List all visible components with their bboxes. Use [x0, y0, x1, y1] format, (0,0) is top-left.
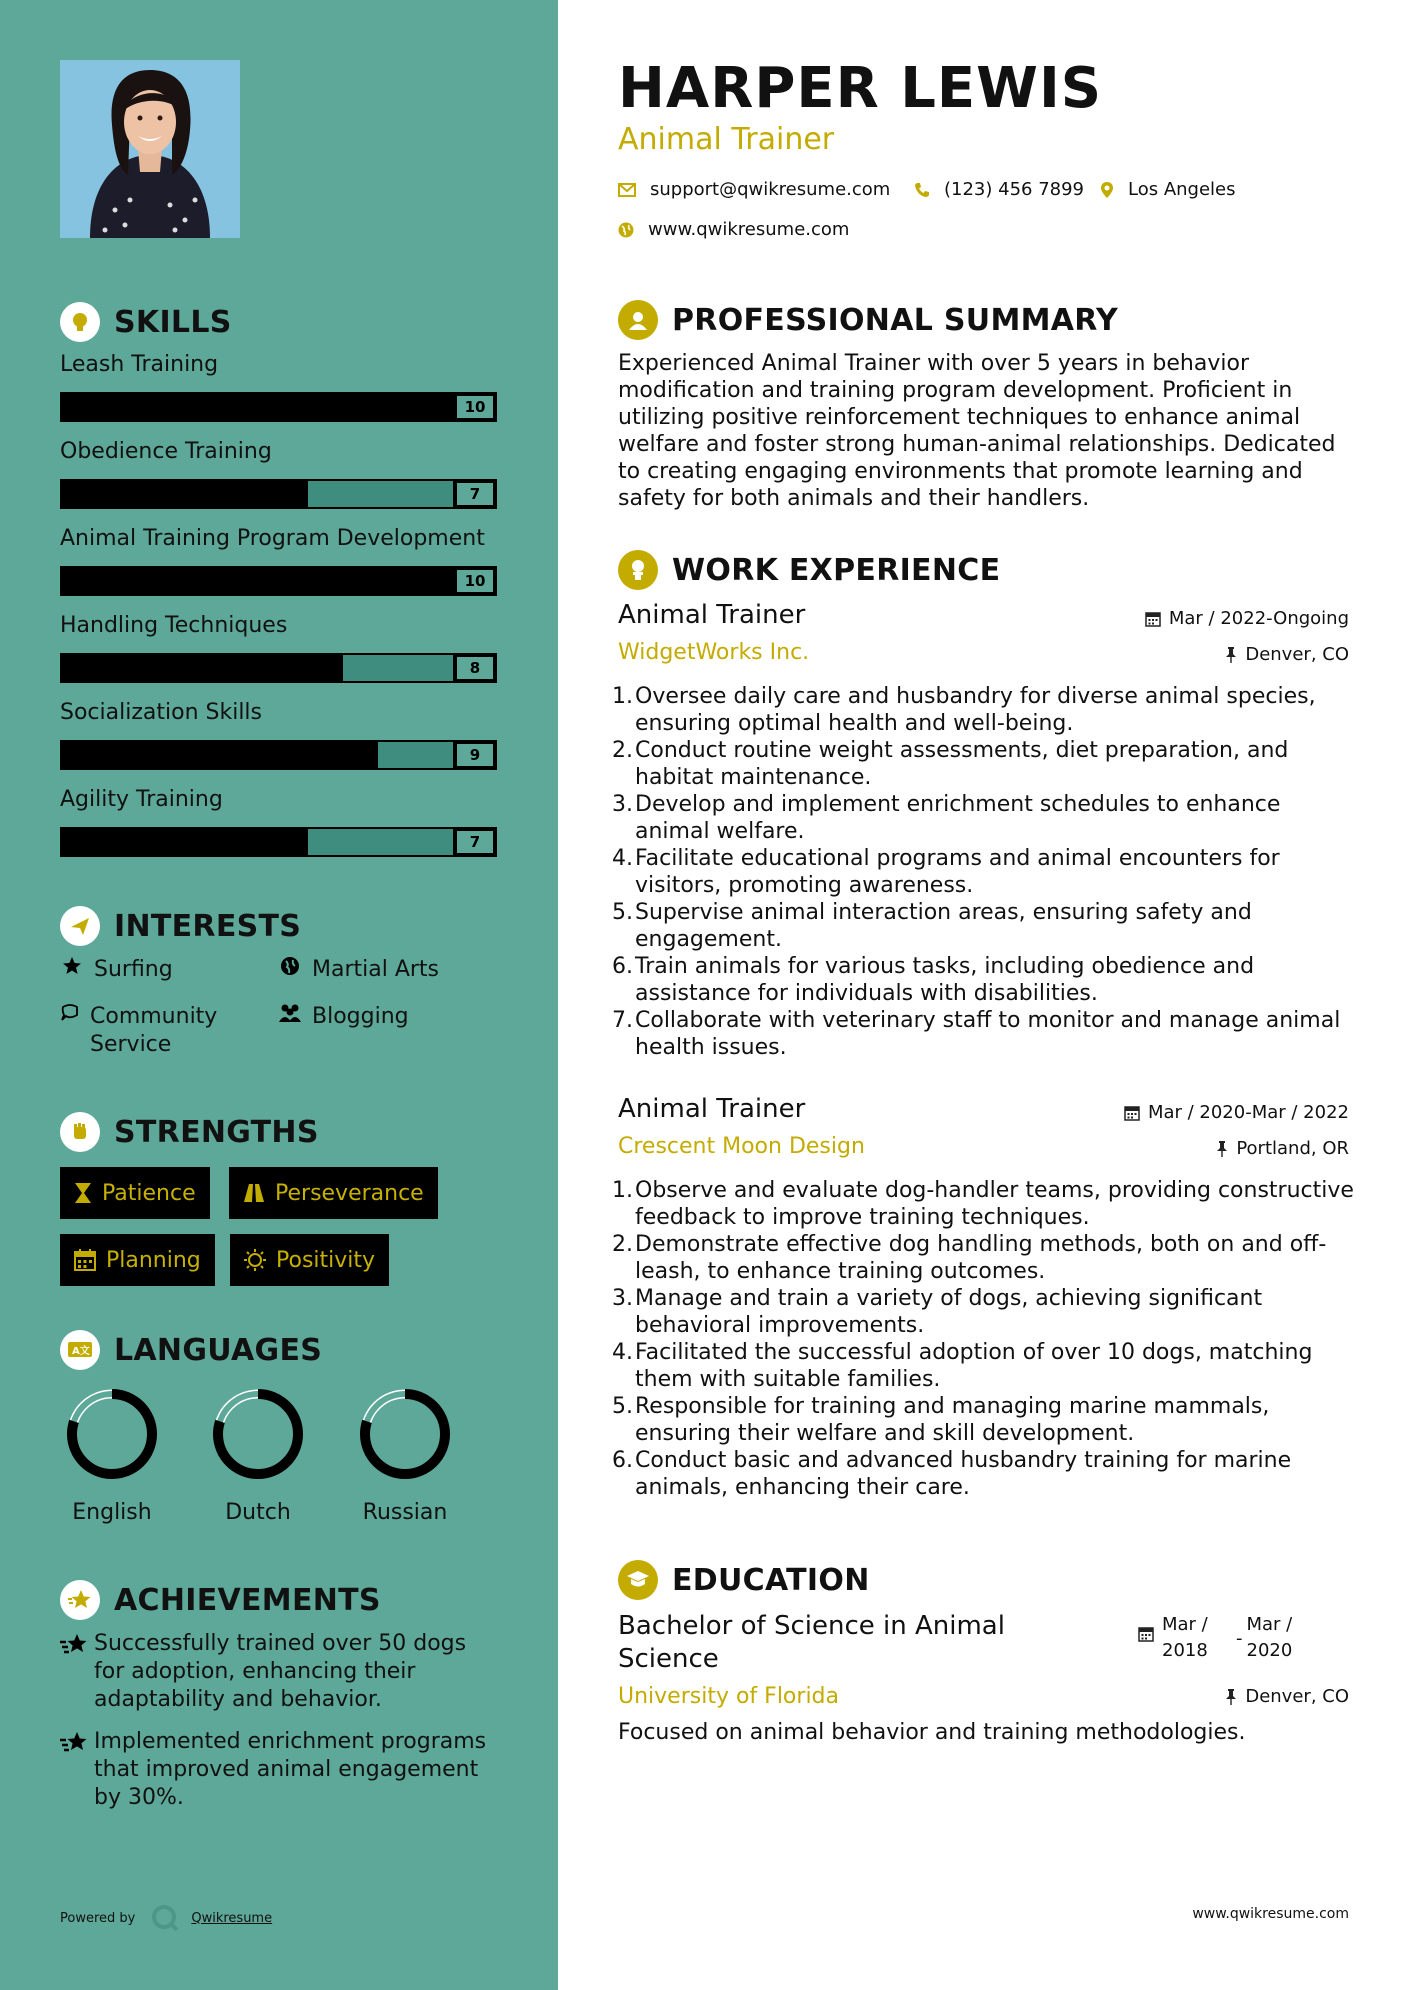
list-item-text: Conduct routine weight assessments, diet preparation, and habitat maintenance.: [635, 738, 1289, 790]
achievements-title: ACHIEVEMENTS: [114, 1582, 381, 1618]
phone-icon: [914, 182, 930, 198]
job-location-text: Denver, CO: [1245, 644, 1349, 665]
strength-label: Perseverance: [275, 1180, 424, 1206]
education-location: [1225, 1686, 1349, 1707]
list-item: [610, 791, 1360, 845]
education-title: EDUCATION: [672, 1562, 870, 1598]
list-item: [610, 1447, 1360, 1501]
experience-title: WORK EXPERIENCE: [672, 552, 1001, 588]
achievement-star-icon: [60, 1630, 94, 1714]
skill-label: Leash Training: [60, 352, 219, 377]
strength-label: Patience: [102, 1180, 196, 1206]
pin-icon: [1225, 1689, 1237, 1705]
lightbulb-icon: [60, 302, 100, 342]
list-item-text: Train animals for various tasks, including obedience and assistance for individuals with disabilities.: [635, 954, 1255, 1006]
language-label: Russian: [362, 1500, 448, 1525]
list-item-number: 4.: [612, 1340, 633, 1365]
job-company: Crescent Moon Design: [618, 1134, 865, 1159]
calendar-icon: [1124, 1105, 1140, 1121]
summary-text: Experienced Animal Trainer with over 5 years in behavior modification and training program development. Proficient in utilizing positive reinforcement techniques to enhance animal welfare and foster strong human-animal relationships. Dedicated to creating engaging environments that promote learning and safety for both animals and their handlers.: [618, 351, 1336, 511]
education-start: Mar / 2018: [1162, 1614, 1208, 1661]
list-item-number: 2.: [612, 1232, 633, 1257]
strength-planning: [60, 1234, 215, 1286]
skill-bar-remainder: [308, 481, 453, 507]
profile-photo: [60, 60, 240, 238]
users-icon: [278, 1003, 302, 1023]
skills-heading: [60, 302, 232, 342]
contact-location: [1100, 179, 1236, 200]
skill-level-value: 7: [455, 481, 495, 507]
list-item-number: 6.: [612, 1448, 633, 1473]
skill-bar: [60, 479, 497, 509]
contact-email[interactable]: [618, 179, 890, 200]
fist-icon: [60, 1112, 100, 1152]
pin-icon: [1225, 647, 1237, 663]
job-dates-text: Mar / 2022-Ongoing: [1168, 608, 1349, 629]
strength-positivity: [230, 1234, 389, 1286]
list-item-text: Manage and train a variety of dogs, achieving significant behavioral improvements.: [635, 1286, 1263, 1338]
job-title: Animal Trainer: [618, 1094, 806, 1124]
website-text: www.qwikresume.com: [648, 219, 850, 240]
skill-label: Socialization Skills: [60, 700, 263, 725]
list-item: [610, 683, 1360, 737]
job-responsibilities: [610, 1177, 1360, 1501]
star-icon: [60, 956, 84, 976]
list-item-text: Observe and evaluate dog-handler teams, providing constructive feedback to improve training techniques.: [635, 1178, 1354, 1230]
education-school: University of Florida: [618, 1684, 839, 1709]
phone-text: (123) 456 7899: [944, 179, 1085, 200]
language-level-ring: [357, 1386, 453, 1482]
achievement-item: [60, 1630, 500, 1714]
envelope-icon: [618, 183, 636, 197]
language-label: English: [72, 1500, 152, 1525]
list-item-text: Develop and implement enrichment schedules to enhance animal welfare.: [635, 792, 1281, 844]
sun-icon: [244, 1249, 266, 1271]
list-item: [610, 899, 1360, 953]
skill-bar-remainder: [378, 742, 453, 768]
job-dates: [1145, 608, 1349, 629]
skill-bar: [60, 653, 497, 683]
list-item: [610, 1393, 1360, 1447]
job-location: [1225, 644, 1349, 665]
strength-label: Positivity: [276, 1247, 376, 1273]
skill-bar: [60, 566, 497, 596]
list-item: [610, 1339, 1360, 1393]
education-heading: [618, 1560, 870, 1600]
job-dates-text: Mar / 2020-Mar / 2022: [1147, 1102, 1349, 1123]
list-item: [610, 845, 1360, 899]
list-item-number: 4.: [612, 846, 633, 871]
job-title: Animal Trainer: [618, 600, 806, 630]
interest-community-service: [60, 1003, 260, 1059]
achievement-item: [60, 1728, 500, 1812]
hourglass-icon: [74, 1182, 92, 1204]
interest-label: Martial Arts: [312, 957, 440, 982]
list-item-number: 5.: [612, 900, 633, 925]
experience-heading: [618, 550, 1000, 590]
powered-brand-link[interactable]: Qwikresume: [191, 1910, 273, 1926]
education-note: Focused on animal behavior and training methodologies.: [618, 1720, 1246, 1745]
location-text: Los Angeles: [1128, 179, 1236, 200]
contact-website[interactable]: [618, 219, 849, 240]
skill-label: Obedience Training: [60, 439, 272, 464]
education-location-text: Denver, CO: [1245, 1686, 1349, 1707]
list-item-text: Supervise animal interaction areas, ensuring safety and engagement.: [635, 900, 1252, 952]
pin-icon: [1216, 1141, 1228, 1157]
skill-level-value: 10: [455, 394, 495, 420]
list-item-number: 2.: [612, 738, 633, 763]
strengths-heading: [60, 1112, 319, 1152]
interest-label: Blogging: [312, 1004, 409, 1029]
qwikresume-logo-icon: [151, 1904, 179, 1932]
candidate-name: HARPER LEWIS: [618, 56, 1103, 121]
skill-level-value: 7: [455, 829, 495, 855]
achievement-star-icon: [60, 1728, 94, 1812]
language-level-ring: [210, 1386, 306, 1482]
interests-heading: [60, 906, 301, 946]
globe-icon: [278, 956, 302, 976]
list-item: [610, 1177, 1360, 1231]
sidebar: [0, 0, 558, 1990]
email-text: support@qwikresume.com: [650, 179, 891, 200]
strength-perseverance: [229, 1167, 438, 1219]
map-pin-icon: [1100, 181, 1114, 199]
list-item-text: Conduct basic and advanced husbandry training for marine animals, enhancing their care.: [635, 1448, 1292, 1500]
skill-bar: [60, 827, 497, 857]
paper-plane-icon: [60, 906, 100, 946]
languages-title: LANGUAGES: [114, 1332, 323, 1368]
list-item: [610, 1285, 1360, 1339]
list-item-number: 7.: [612, 1008, 633, 1033]
job-dates: [1124, 1102, 1349, 1123]
summary-title: PROFESSIONAL SUMMARY: [672, 302, 1119, 338]
road-icon: [243, 1183, 265, 1203]
interest-blogging: [278, 1003, 409, 1031]
interests-title: INTERESTS: [114, 908, 302, 944]
list-item-text: Facilitated the successful adoption of over 10 dogs, matching them with suitable families.: [635, 1340, 1313, 1392]
strengths-title: STRENGTHS: [114, 1114, 319, 1150]
list-item-text: Demonstrate effective dog handling methods, both on and off-leash, to enhance training outcomes.: [635, 1232, 1327, 1284]
chat-icon: [60, 1003, 80, 1023]
strength-patience: [60, 1167, 210, 1219]
interest-martial-arts: [278, 956, 439, 984]
interest-surfing: [60, 956, 173, 984]
list-item-text: Facilitate educational programs and animal encounters for visitors, promoting awareness.: [635, 846, 1280, 898]
achievements-heading: [60, 1580, 381, 1620]
list-item-number: 3.: [612, 792, 633, 817]
contact-phone[interactable]: [914, 179, 1084, 200]
interest-label: Community Service: [90, 1004, 218, 1057]
skill-label: Animal Training Program Development: [60, 526, 485, 551]
languages-heading: [60, 1330, 322, 1370]
list-item-number: 6.: [612, 954, 633, 979]
achievement-text: Successfully trained over 50 dogs for adoption, enhancing their adaptability and behavior.: [94, 1631, 467, 1712]
job-responsibilities: [610, 683, 1360, 1061]
graduation-cap-icon: [618, 1560, 658, 1600]
list-item-number: 5.: [612, 1394, 633, 1419]
language-label: Dutch: [225, 1500, 291, 1525]
education-date-dash: -: [1236, 1628, 1243, 1649]
job-location: [1216, 1138, 1349, 1159]
education-dates: [1138, 1612, 1317, 1664]
summary-heading: [618, 300, 1118, 340]
skill-bar-remainder: [308, 829, 453, 855]
job-location-text: Portland, OR: [1236, 1138, 1349, 1159]
education-end: Mar / 2020: [1246, 1614, 1293, 1661]
calendar-icon: [1145, 611, 1161, 627]
list-item: [610, 953, 1360, 1007]
skill-level-value: 8: [455, 655, 495, 681]
calendar-icon: [1138, 1626, 1154, 1642]
skill-level-value: 9: [455, 742, 495, 768]
skill-bar: [60, 392, 497, 422]
list-item: [610, 1007, 1360, 1061]
achievement-text: Implemented enrichment programs that improved animal engagement by 30%.: [94, 1729, 487, 1810]
skill-label: Handling Techniques: [60, 613, 288, 638]
list-item-number: 3.: [612, 1286, 633, 1311]
candidate-role: Animal Trainer: [618, 122, 835, 157]
education-degree: Bachelor of Science in Animal Science: [618, 1611, 1005, 1674]
list-item: [610, 1231, 1360, 1285]
calendar-icon: [74, 1249, 96, 1271]
achievement-star-icon: [60, 1580, 100, 1620]
language-level-ring: [64, 1386, 160, 1482]
powered-label: Powered by: [60, 1910, 136, 1926]
language-icon: [60, 1330, 100, 1370]
list-item: [610, 737, 1360, 791]
list-item-text: Collaborate with veterinary staff to monitor and manage animal health issues.: [635, 1008, 1341, 1060]
skill-bar-remainder: [343, 655, 453, 681]
skills-title: SKILLS: [114, 304, 232, 340]
list-item-number: 1.: [612, 684, 633, 709]
footer-url[interactable]: www.qwikresume.com: [1192, 1906, 1349, 1922]
user-icon: [618, 300, 658, 340]
briefcase-icon: [618, 550, 658, 590]
interest-label: Surfing: [94, 957, 173, 982]
svg-text:A文: A文: [72, 1346, 90, 1357]
skill-label: Agility Training: [60, 787, 223, 812]
list-item-text: Responsible for training and managing marine mammals, ensuring their welfare and skill development.: [635, 1394, 1270, 1446]
powered-by: [60, 1904, 272, 1932]
strength-label: Planning: [106, 1247, 201, 1273]
skill-bar: [60, 740, 497, 770]
skill-level-value: 10: [455, 568, 495, 594]
job-company: WidgetWorks Inc.: [618, 640, 810, 665]
list-item-text: Oversee daily care and husbandry for diverse animal species, ensuring optimal health and well-being.: [635, 684, 1316, 736]
globe-icon: [618, 222, 634, 238]
list-item-number: 1.: [612, 1178, 633, 1203]
